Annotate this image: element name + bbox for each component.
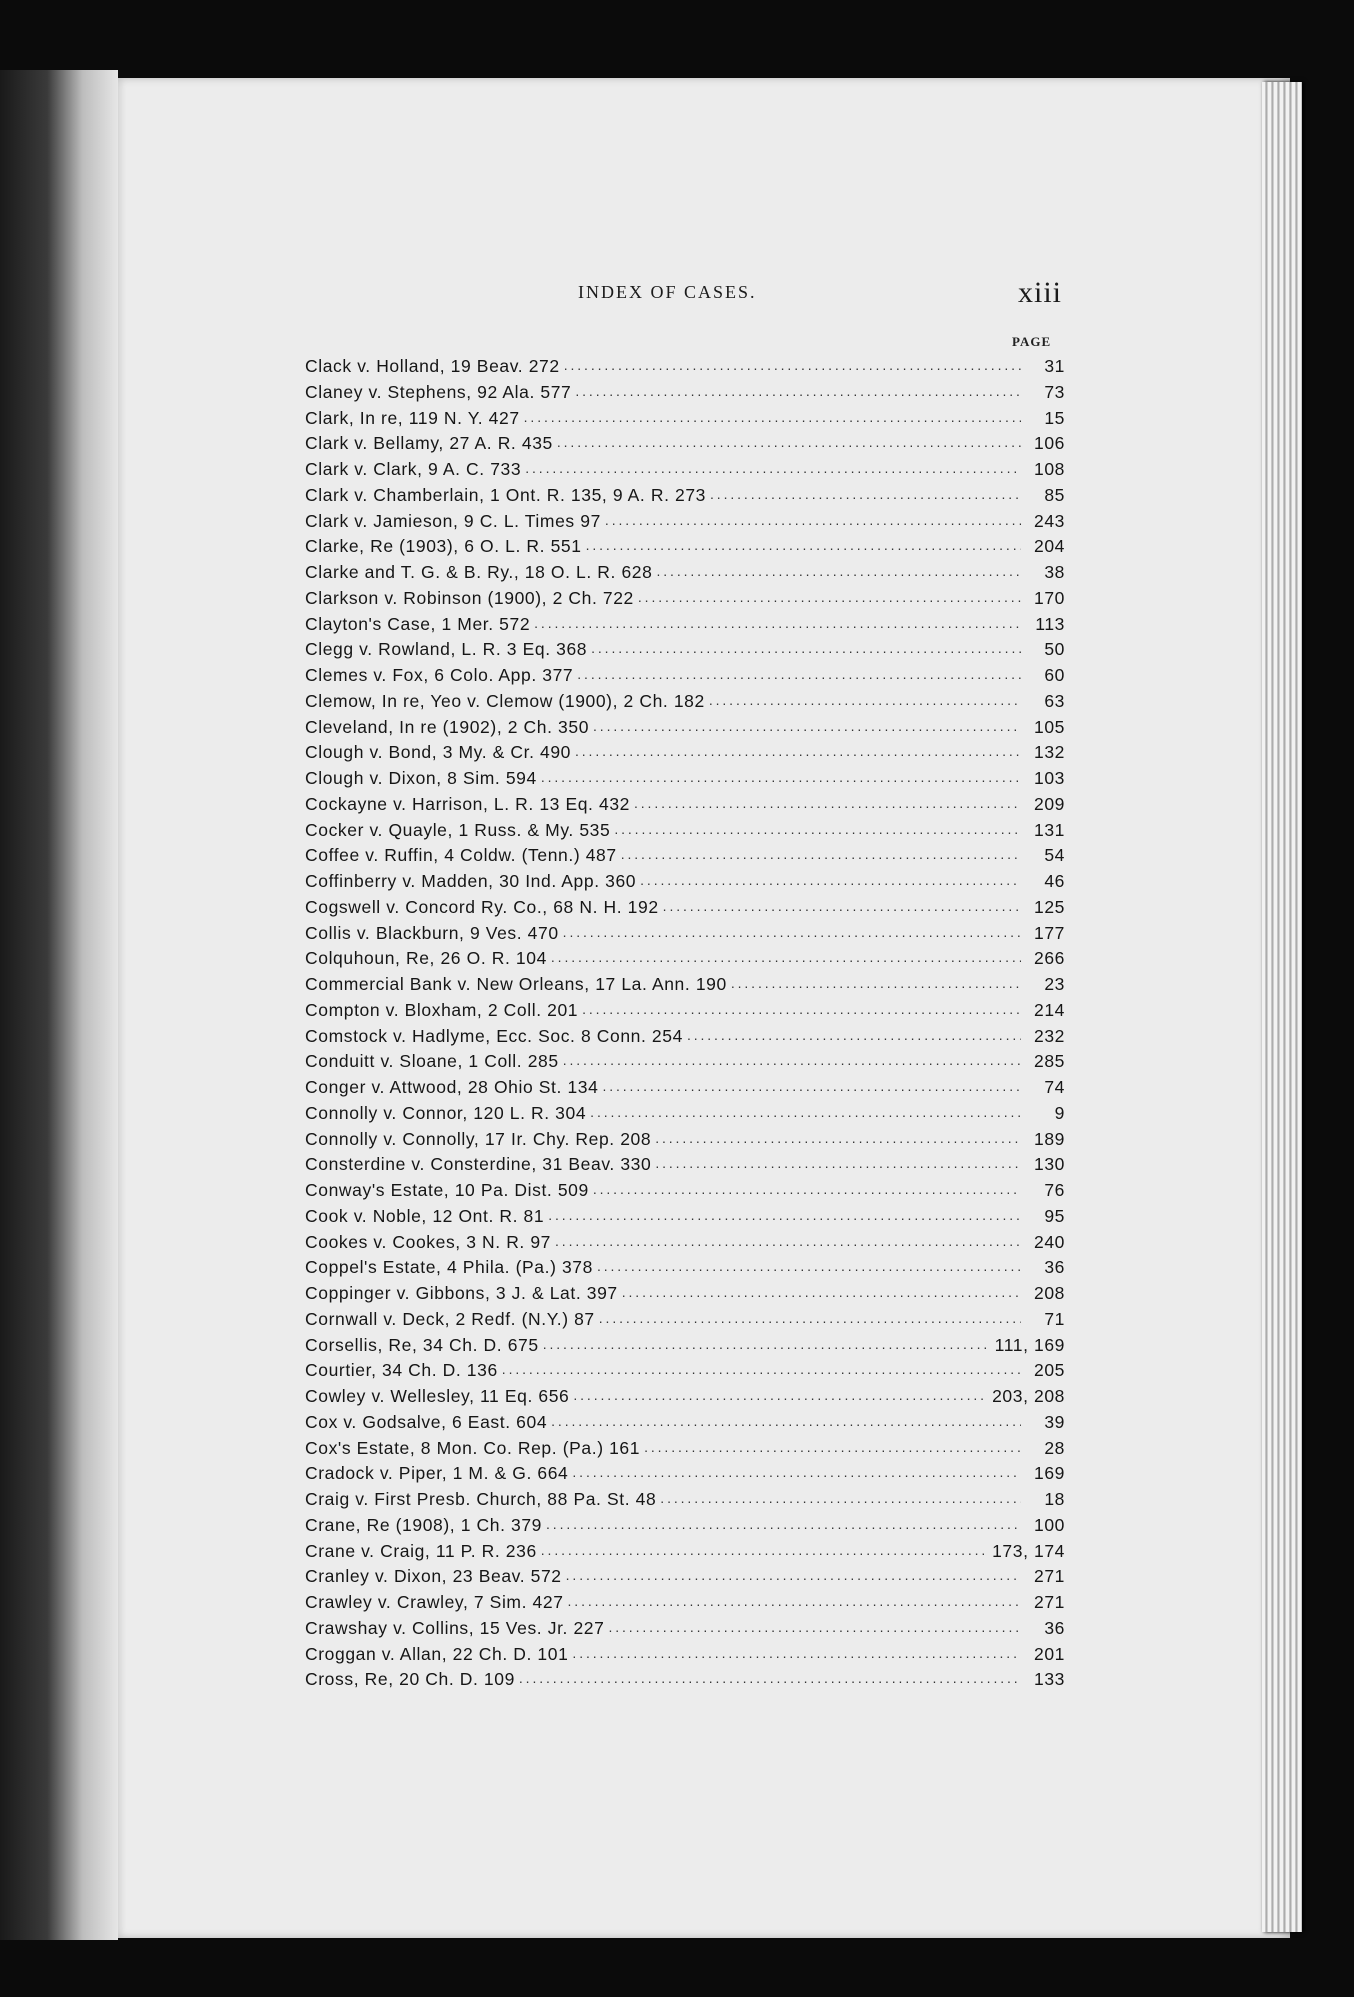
page-reference: 169	[1034, 1463, 1065, 1484]
case-citation: Clough v. Dixon, 8 Sim. 594	[305, 768, 537, 788]
page-reference: 205	[1034, 1360, 1065, 1381]
page-reference: 38	[1044, 562, 1065, 582]
index-entry	[305, 972, 1065, 998]
index-entry	[305, 354, 1065, 380]
index-entry	[305, 792, 1065, 818]
dot-leader	[660, 1487, 1021, 1505]
index-entry	[305, 998, 1065, 1024]
index-entry	[305, 740, 1065, 766]
page-reference: 173, 174	[992, 1540, 1065, 1561]
index-entry	[305, 869, 1065, 895]
index-entry	[305, 1461, 1065, 1487]
index-entry	[305, 457, 1065, 483]
page-reference: 243	[1034, 510, 1065, 531]
index-entry	[305, 1642, 1065, 1668]
index-entry	[305, 483, 1065, 509]
case-citation: Connolly v. Connolly, 17 Ir. Chy. Rep. 208	[305, 1128, 652, 1149]
case-citation: Claney v. Stephens, 92 Ala. 577	[305, 381, 572, 402]
page-reference: 131	[1034, 819, 1065, 840]
dot-leader	[655, 1152, 1021, 1170]
dot-leader	[534, 612, 1021, 630]
index-entry	[305, 1590, 1065, 1616]
case-citation: Clarke, Re (1903), 6 O. L. R. 551	[305, 536, 582, 557]
page-reference: 46	[1044, 871, 1065, 891]
page-reference: 204	[1034, 536, 1065, 557]
page-reference: 31	[1044, 356, 1065, 376]
case-citation: Clemow, In re, Yeo v. Clemow (1900), 2 Ch. 182	[305, 690, 705, 711]
page-reference: 36	[1044, 1257, 1065, 1278]
case-citation: Collis v. Blackburn, 9 Ves. 470	[305, 922, 559, 943]
dot-leader	[551, 946, 1021, 964]
page-reference: 132	[1034, 742, 1065, 763]
case-citation: Cowley v. Wellesley, 11 Eq. 656	[305, 1386, 570, 1406]
index-entry	[305, 1667, 1065, 1693]
index-entry	[305, 1358, 1065, 1384]
page-reference: 36	[1044, 1617, 1065, 1638]
case-citation: Compton v. Bloxham, 2 Coll. 201	[305, 999, 579, 1020]
index-entries-list	[305, 354, 1065, 1693]
case-citation: Cranley v. Dixon, 23 Beav. 572	[305, 1566, 562, 1587]
page-reference: 76	[1044, 1180, 1065, 1200]
dot-leader	[593, 1178, 1021, 1196]
page-reference: 71	[1044, 1308, 1065, 1329]
dot-leader	[575, 380, 1021, 398]
dot-leader	[502, 1358, 1021, 1376]
dot-leader	[566, 1564, 1021, 1582]
page-reference: 73	[1044, 381, 1065, 402]
case-citation: Craig v. First Presb. Church, 88 Pa. St. 48	[305, 1489, 657, 1509]
page-reference: 39	[1044, 1411, 1065, 1432]
dot-leader	[543, 1333, 989, 1351]
page-reference: 189	[1034, 1128, 1065, 1149]
dot-leader	[655, 1127, 1021, 1145]
case-citation: Clark v. Bellamy, 27 A. R. 435	[305, 433, 553, 454]
index-entry	[305, 1101, 1065, 1127]
index-entry	[305, 1178, 1065, 1204]
case-citation: Consterdine v. Consterdine, 31 Beav. 330	[305, 1154, 652, 1175]
dot-leader	[656, 560, 1021, 578]
case-citation: Cross, Re, 20 Ch. D. 109	[305, 1669, 515, 1690]
index-entry	[305, 1564, 1065, 1590]
page-reference: 271	[1034, 1592, 1065, 1612]
dot-leader	[572, 1642, 1021, 1660]
index-entry	[305, 1410, 1065, 1436]
case-citation: Coffee v. Ruffin, 4 Coldw. (Tenn.) 487	[305, 845, 617, 866]
index-entry	[305, 509, 1065, 535]
index-entry	[305, 637, 1065, 663]
page-reference: 63	[1044, 690, 1065, 711]
page-reference: 111, 169	[994, 1334, 1065, 1355]
dot-leader	[638, 586, 1021, 604]
page-reference: 103	[1034, 768, 1065, 788]
page-reference: 28	[1044, 1437, 1065, 1458]
case-citation: Coppel's Estate, 4 Phila. (Pa.) 378	[305, 1257, 593, 1278]
case-citation: Clayton's Case, 1 Mer. 572	[305, 613, 531, 634]
case-citation: Cookes v. Cookes, 3 N. R. 97	[305, 1231, 552, 1252]
page-number: xiii	[1018, 276, 1063, 309]
index-entry	[305, 612, 1065, 638]
index-entry	[305, 818, 1065, 844]
case-citation: Courtier, 34 Ch. D. 136	[305, 1360, 498, 1381]
case-citation: Coppinger v. Gibbons, 3 J. & Lat. 397	[305, 1283, 618, 1303]
case-citation: Clark v. Chamberlain, 1 Ont. R. 135, 9 A. R. 273	[305, 484, 707, 505]
dot-leader	[602, 1075, 1021, 1093]
index-entry	[305, 1127, 1065, 1153]
dot-leader	[687, 1024, 1021, 1042]
page-reference: 105	[1034, 716, 1065, 737]
dot-leader	[709, 689, 1021, 707]
dot-leader	[551, 1410, 1021, 1428]
index-entry	[305, 431, 1065, 457]
index-entry	[305, 1049, 1065, 1075]
case-citation: Coffinberry v. Madden, 30 Ind. App. 360	[305, 871, 637, 891]
dot-leader	[622, 1281, 1021, 1299]
dot-leader	[568, 1590, 1021, 1608]
index-entry	[305, 715, 1065, 741]
index-entry	[305, 946, 1065, 972]
dot-leader	[599, 1307, 1021, 1325]
case-citation: Clark v. Clark, 9 A. C. 733	[305, 459, 522, 479]
page-reference: 108	[1034, 459, 1065, 479]
page-reference: 266	[1034, 948, 1065, 969]
dot-leader	[608, 1616, 1021, 1634]
page-reference: 85	[1044, 484, 1065, 505]
page-stack-edge	[1262, 82, 1302, 1932]
page-reference: 240	[1034, 1231, 1065, 1252]
index-entry	[305, 1513, 1065, 1539]
case-citation: Commercial Bank v. New Orleans, 17 La. Ann. 190	[305, 974, 727, 994]
page-reference: 125	[1034, 896, 1065, 917]
case-citation: Corsellis, Re, 34 Ch. D. 675	[305, 1334, 539, 1355]
index-entry	[305, 1539, 1065, 1565]
page-reference: 130	[1034, 1154, 1065, 1175]
index-entry	[305, 586, 1065, 612]
index-entry	[305, 1255, 1065, 1281]
dot-leader	[525, 457, 1021, 475]
dot-leader	[575, 740, 1021, 758]
page-reference: 208	[1034, 1283, 1065, 1303]
page-reference: 133	[1034, 1669, 1065, 1690]
page-reference: 54	[1044, 845, 1065, 866]
dot-leader	[546, 1513, 1021, 1531]
case-citation: Cleveland, In re (1902), 2 Ch. 350	[305, 716, 590, 737]
index-entry	[305, 1075, 1065, 1101]
dot-leader	[541, 1539, 986, 1557]
case-citation: Connolly v. Connor, 120 L. R. 304	[305, 1102, 587, 1123]
dot-leader	[557, 431, 1021, 449]
index-entry	[305, 1024, 1065, 1050]
index-entry	[305, 534, 1065, 560]
dot-leader	[586, 534, 1021, 552]
index-entry	[305, 1333, 1065, 1359]
page-reference: 100	[1034, 1514, 1065, 1535]
dot-leader	[640, 869, 1021, 887]
dot-leader	[519, 1667, 1021, 1685]
index-entry	[305, 1230, 1065, 1256]
case-citation: Cook v. Noble, 12 Ont. R. 81	[305, 1205, 545, 1226]
dot-leader	[644, 1436, 1021, 1454]
page-reference: 209	[1034, 793, 1065, 814]
case-citation: Cogswell v. Concord Ry. Co., 68 N. H. 192	[305, 896, 659, 917]
case-citation: Cockayne v. Harrison, L. R. 13 Eq. 432	[305, 793, 630, 814]
page-reference: 170	[1034, 587, 1065, 608]
page-reference: 23	[1044, 974, 1065, 994]
index-entry	[305, 560, 1065, 586]
dot-leader	[710, 483, 1021, 501]
dot-leader	[593, 715, 1021, 733]
index-entry	[305, 406, 1065, 432]
case-citation: Cocker v. Quayle, 1 Russ. & My. 535	[305, 819, 611, 840]
dot-leader	[634, 792, 1021, 810]
case-citation: Crane, Re (1908), 1 Ch. 379	[305, 1514, 543, 1535]
dot-leader	[597, 1255, 1021, 1273]
case-citation: Clough v. Bond, 3 My. & Cr. 490	[305, 742, 571, 763]
page-reference: 95	[1044, 1205, 1065, 1226]
index-entry	[305, 689, 1065, 715]
dot-leader	[555, 1230, 1021, 1248]
case-citation: Conway's Estate, 10 Pa. Dist. 509	[305, 1180, 589, 1200]
case-citation: Conger v. Attwood, 28 Ohio St. 134	[305, 1077, 599, 1097]
dot-leader	[563, 921, 1021, 939]
page-reference: 106	[1034, 433, 1065, 454]
case-citation: Clarke and T. G. & B. Ry., 18 O. L. R. 628	[305, 562, 653, 582]
page-header	[118, 276, 1066, 312]
index-entry	[305, 380, 1065, 406]
index-entry	[305, 895, 1065, 921]
index-entry	[305, 843, 1065, 869]
page-reference: 60	[1044, 665, 1065, 685]
dot-leader	[564, 354, 1021, 372]
index-entry	[305, 766, 1065, 792]
dot-leader	[572, 1461, 1021, 1479]
dot-leader	[573, 1384, 986, 1402]
index-entry	[305, 1281, 1065, 1307]
dot-leader	[731, 972, 1021, 990]
dot-leader	[541, 766, 1021, 784]
page-reference: 285	[1034, 1051, 1065, 1072]
dot-leader	[590, 1101, 1021, 1119]
case-citation: Conduitt v. Sloane, 1 Coll. 285	[305, 1051, 559, 1072]
dot-leader	[582, 998, 1021, 1016]
case-citation: Crawshay v. Collins, 15 Ves. Jr. 227	[305, 1617, 605, 1638]
page-reference: 177	[1034, 922, 1065, 943]
page-reference: 113	[1035, 613, 1065, 634]
page-reference: 201	[1034, 1643, 1065, 1664]
dot-leader	[591, 637, 1021, 655]
dot-leader	[663, 895, 1021, 913]
page-reference: 74	[1044, 1077, 1065, 1097]
page-reference: 232	[1034, 1025, 1065, 1046]
case-citation: Clack v. Holland, 19 Beav. 272	[305, 356, 560, 376]
case-citation: Clark, In re, 119 N. Y. 427	[305, 407, 520, 428]
case-citation: Cradock v. Piper, 1 M. & G. 664	[305, 1463, 569, 1484]
index-entry	[305, 1616, 1065, 1642]
index-entry	[305, 921, 1065, 947]
case-citation: Clegg v. Rowland, L. R. 3 Eq. 368	[305, 639, 588, 660]
left-page-edge	[0, 70, 118, 1940]
case-citation: Croggan v. Allan, 22 Ch. D. 101	[305, 1643, 569, 1664]
case-citation: Colquhoun, Re, 26 O. R. 104	[305, 948, 547, 969]
dot-leader	[548, 1204, 1021, 1222]
case-citation: Crane v. Craig, 11 P. R. 236	[305, 1540, 537, 1561]
dot-leader	[577, 663, 1021, 681]
case-citation: Cox v. Godsalve, 6 East. 604	[305, 1411, 548, 1432]
page-reference: 214	[1034, 999, 1065, 1020]
index-entry	[305, 1436, 1065, 1462]
index-entry	[305, 1307, 1065, 1333]
page-reference: 18	[1044, 1489, 1065, 1509]
dot-leader	[605, 509, 1021, 527]
page-reference: 50	[1044, 639, 1065, 660]
running-title: INDEX OF CASES.	[578, 282, 757, 302]
page-column-label: PAGE	[1012, 334, 1052, 349]
index-entry	[305, 1384, 1065, 1410]
dot-leader	[621, 843, 1021, 861]
index-entry	[305, 663, 1065, 689]
page-reference: 9	[1054, 1102, 1065, 1123]
dot-leader	[563, 1049, 1021, 1067]
index-entry	[305, 1487, 1065, 1513]
index-entry	[305, 1204, 1065, 1230]
index-entry	[305, 1152, 1065, 1178]
case-citation: Clark v. Jamieson, 9 C. L. Times 97	[305, 510, 601, 531]
case-citation: Clarkson v. Robinson (1900), 2 Ch. 722	[305, 587, 634, 608]
case-citation: Clemes v. Fox, 6 Colo. App. 377	[305, 665, 574, 685]
dot-leader	[524, 406, 1021, 424]
dot-leader	[614, 818, 1021, 836]
page-reference: 271	[1034, 1566, 1065, 1587]
page-reference: 15	[1044, 407, 1065, 428]
case-citation: Comstock v. Hadlyme, Ecc. Soc. 8 Conn. 254	[305, 1025, 683, 1046]
case-citation: Cornwall v. Deck, 2 Redf. (N.Y.) 87	[305, 1308, 595, 1329]
case-citation: Crawley v. Crawley, 7 Sim. 427	[305, 1592, 564, 1612]
page-reference: 203, 208	[992, 1386, 1065, 1406]
case-citation: Cox's Estate, 8 Mon. Co. Rep. (Pa.) 161	[305, 1437, 641, 1458]
